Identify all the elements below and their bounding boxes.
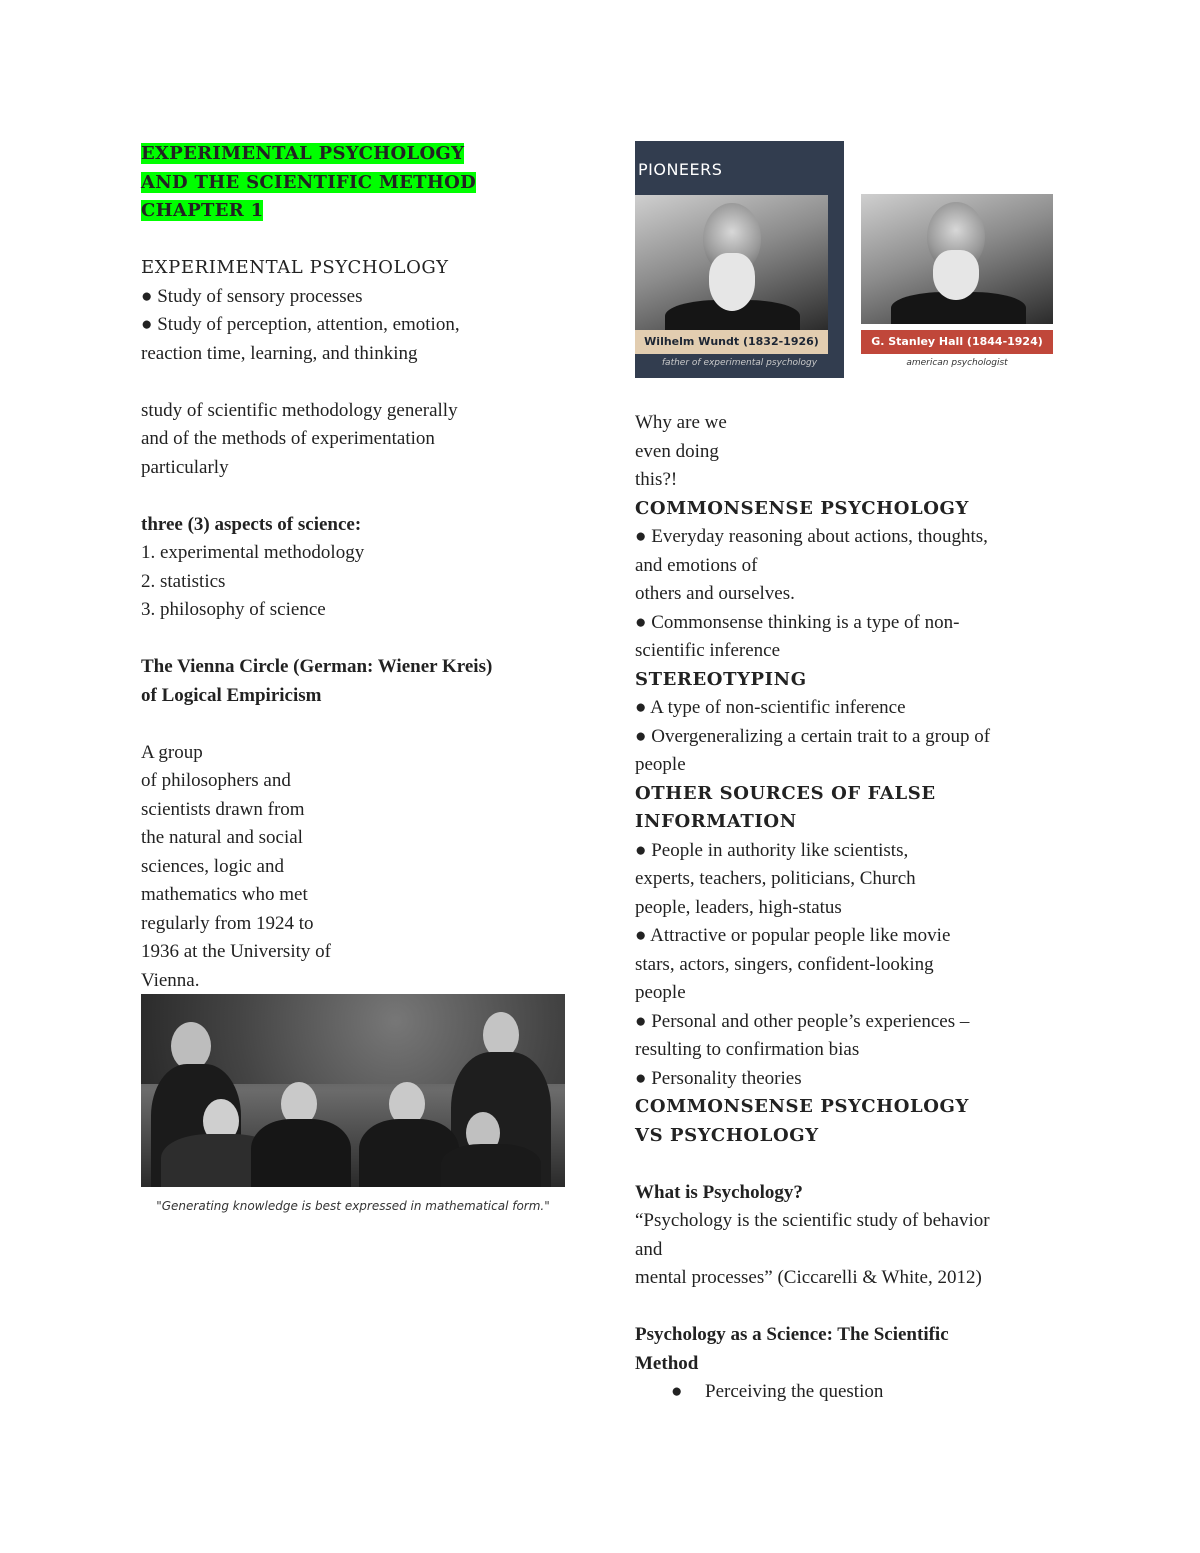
other-sources-line-1: ● People in authority like scientists,: [635, 839, 909, 861]
why-line-3: this?!: [635, 469, 678, 490]
what-is-line-2: and: [635, 1238, 663, 1260]
hall-subcaption: american psychologist: [906, 358, 1008, 368]
vienna-text-4: the natural and social: [141, 827, 303, 848]
title-line-1: EXPERIMENTAL PSYCHOLOGY: [141, 143, 465, 164]
aspect-item-2: 2. statistics: [141, 570, 226, 592]
other-sources-line-7: ● Personal and other people’s experiences –: [635, 1010, 970, 1032]
what-is-line-1: “Psychology is the scientific study of behavior: [635, 1210, 990, 1231]
other-sources-line-2: experts, teachers, politicians, Church: [635, 868, 916, 889]
science-heading-2: Method: [635, 1352, 699, 1374]
vienna-text-8: 1936 at the University of: [141, 941, 331, 962]
vienna-text-6: mathematics who met: [141, 884, 308, 905]
science-heading-1: Psychology as a Science: The Scientific: [635, 1324, 949, 1345]
vs-heading-2: VS PSYCHOLOGY: [635, 1124, 819, 1146]
left-column: [141, 140, 571, 995]
vienna-text-9: Vienna.: [141, 969, 200, 991]
commonsense-line-3: others and ourselves.: [635, 583, 795, 604]
commonsense-line-4: ● Commonsense thinking is a type of non-: [635, 611, 960, 633]
stereotyping-line-3: people: [635, 754, 686, 775]
stereotyping-line-1: ● A type of non-scientific inference: [635, 697, 906, 718]
vienna-text-5: sciences, logic and: [141, 855, 284, 877]
vienna-text-1: A group: [141, 741, 203, 763]
other-sources-heading-1: OTHER SOURCES OF FALSE: [635, 782, 936, 804]
vs-heading-1: COMMONSENSE PSYCHOLOGY: [635, 1096, 969, 1117]
title-line-2: AND THE SCIENTIFIC METHOD: [141, 171, 477, 193]
wundt-caption: Wilhelm Wundt (1832-1926): [635, 330, 828, 354]
vienna-heading-1: The Vienna Circle (German: Wiener Kreis): [141, 656, 493, 677]
definition-line-2: and of the methods of experimentation: [141, 428, 435, 449]
pioneers-title: PIONEERS: [638, 160, 723, 179]
aspects-heading: three (3) aspects of science:: [141, 513, 362, 535]
vienna-text-2: of philosophers and: [141, 770, 291, 791]
commonsense-line-1: ● Everyday reasoning about actions, thoughts,: [635, 526, 988, 547]
vienna-heading-2: of Logical Empiricism: [141, 684, 322, 706]
vienna-circle-photo: [141, 994, 565, 1187]
definition-line-1: study of scientific methodology generally: [141, 399, 458, 421]
bullet-perception-cont: reaction time, learning, and thinking: [141, 342, 418, 364]
commonsense-line-2: and emotions of: [635, 554, 758, 576]
other-sources-line-6: people: [635, 982, 686, 1003]
other-sources-line-9: ● Personality theories: [635, 1067, 802, 1089]
document-title: [141, 140, 571, 226]
other-sources-line-8: resulting to confirmation bias: [635, 1039, 860, 1060]
what-is-line-3: mental processes” (Ciccarelli & White, 2012): [635, 1267, 982, 1288]
title-line-3: CHAPTER 1: [141, 200, 264, 221]
hall-photo: [861, 194, 1053, 324]
vienna-text-3: scientists drawn from: [141, 798, 305, 820]
aspect-item-1: 1. experimental methodology: [141, 542, 365, 563]
commonsense-heading: COMMONSENSE PSYCHOLOGY: [635, 497, 969, 519]
definition-line-3: particularly: [141, 456, 229, 478]
why-line-1: Why are we: [635, 412, 727, 433]
other-sources-heading-2: INFORMATION: [635, 811, 797, 832]
bullet-sensory: ● Study of sensory processes: [141, 285, 363, 307]
aspect-item-3: 3. philosophy of science: [141, 599, 326, 620]
other-sources-line-3: people, leaders, high-status: [635, 896, 842, 918]
vienna-text-7: regularly from 1924 to: [141, 912, 314, 934]
why-line-2: even doing: [635, 440, 719, 462]
section-heading-experimental: EXPERIMENTAL PSYCHOLOGY: [141, 257, 449, 278]
wundt-subcaption: father of experimental psychology: [661, 358, 818, 368]
wundt-photo: [635, 195, 828, 330]
other-sources-line-4: ● Attractive or popular people like movie: [635, 925, 951, 946]
stereotyping-line-2: ● Overgeneralizing a certain trait to a group of: [635, 725, 991, 747]
other-sources-line-5: stars, actors, singers, confident-looking: [635, 953, 934, 975]
vienna-photo-caption: "Generating knowledge is best expressed in mathematical form.": [156, 1199, 550, 1213]
hall-caption: G. Stanley Hall (1844-1924): [861, 330, 1053, 354]
science-bullet: [635, 1378, 1055, 1407]
what-is-heading: What is Psychology?: [635, 1181, 803, 1203]
commonsense-line-5: scientific inference: [635, 640, 781, 661]
bullet-dot: ●: [671, 1381, 683, 1402]
stereotyping-heading: STEREOTYPING: [635, 668, 807, 690]
bullet-perception: ● Study of perception, attention, emotion,: [141, 314, 460, 335]
right-column: [635, 409, 1055, 1407]
science-bullet-text: Perceiving the question: [705, 1381, 884, 1402]
